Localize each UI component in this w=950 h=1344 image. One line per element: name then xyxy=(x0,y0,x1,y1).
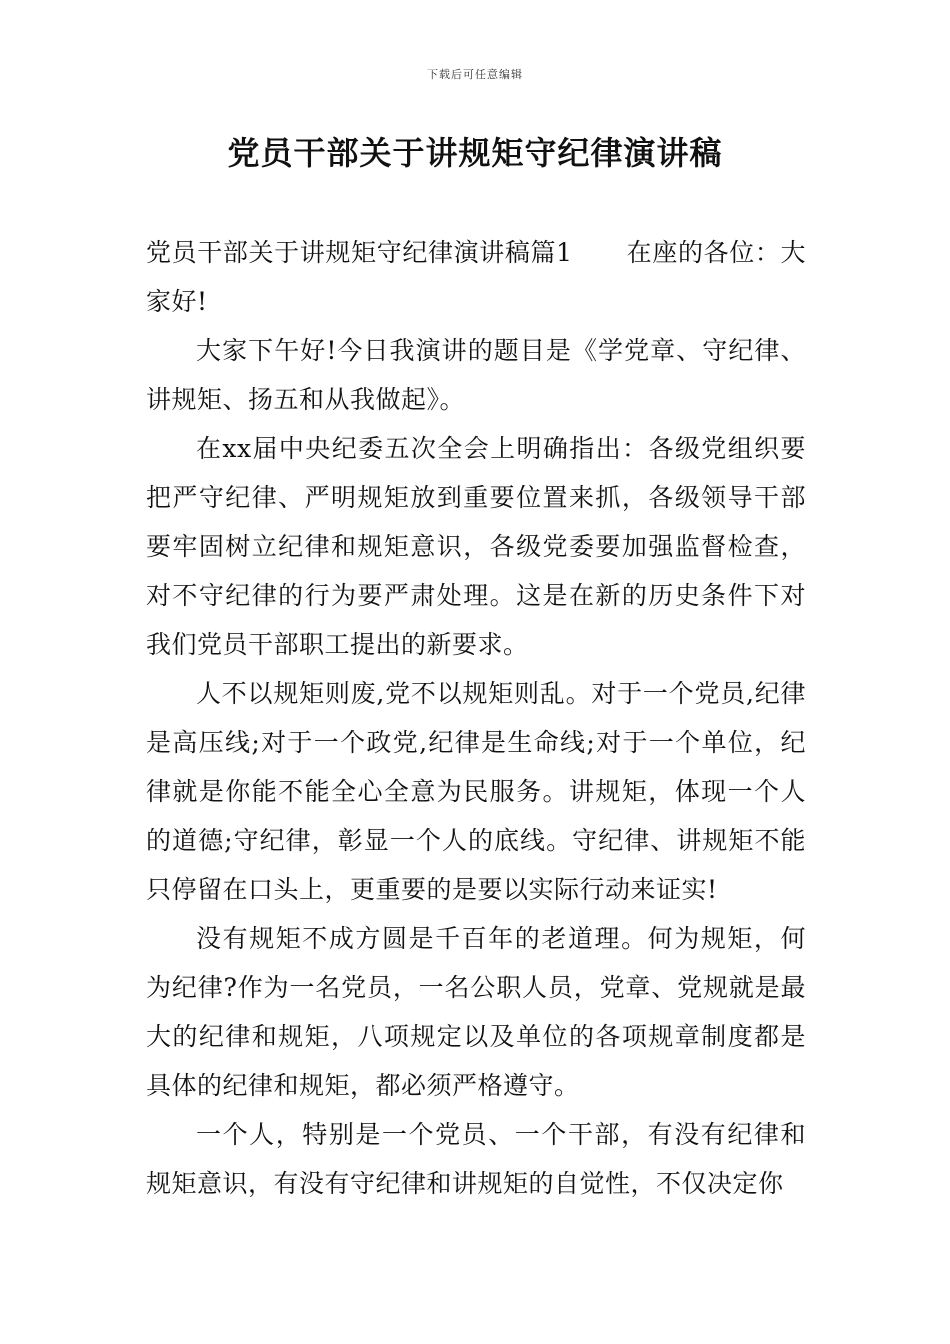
intro-paragraph xyxy=(146,228,806,326)
paragraph: 一个人，特别是一个党员、一个干部，有没有纪律和规矩意识，有没有守纪律和讲规矩的自觉性，不仅决定你 xyxy=(146,1120,806,1198)
paragraph: 大家下午好!今日我演讲的题目是《学党章、守纪律、讲规矩、扬五和从我做起》。 xyxy=(146,336,806,414)
paragraph: 人不以规矩则废,党不以规矩则乱。对于一个党员,纪律是高压线;对于一个政党,纪律是生命线;对于一个单位，纪律就是你能不能全心全意为民服务。讲规矩，体现一个人的道德;守纪律，彰显一个人的底线。守纪律、讲规矩不能只停留在口头上，更重要的是要以实际行动来证实! xyxy=(146,679,806,904)
paragraph: 没有规矩不成方圆是千百年的老道理。何为规矩，何为纪律?作为一名党员，一名公职人员，党章、党规就是最大的纪律和规矩，八项规定以及单位的各项规章制度都是具体的纪律和规矩，都必须严格遵守。 xyxy=(146,924,806,1100)
page-title: 党员干部关于讲规矩守纪律演讲稿 xyxy=(227,134,723,172)
header-note: 下载后可任意编辑 xyxy=(427,68,523,81)
section-heading: 党员干部关于讲规矩守纪律演讲稿篇1 xyxy=(146,238,573,267)
document-body xyxy=(146,228,806,1208)
greeting: 在座的各位：大家好! xyxy=(146,238,806,316)
paragraph: 在xx届中央纪委五次全会上明确指出：各级党组织要把严守纪律、严明规矩放到重要位置来抓，各级领导干部要牢固树立纪律和规矩意识，各级党委要加强监督检查，对不守纪律的行为要严肃处理。这是在新的历史条件下对我们党员干部职工提出的新要求。 xyxy=(146,434,806,659)
